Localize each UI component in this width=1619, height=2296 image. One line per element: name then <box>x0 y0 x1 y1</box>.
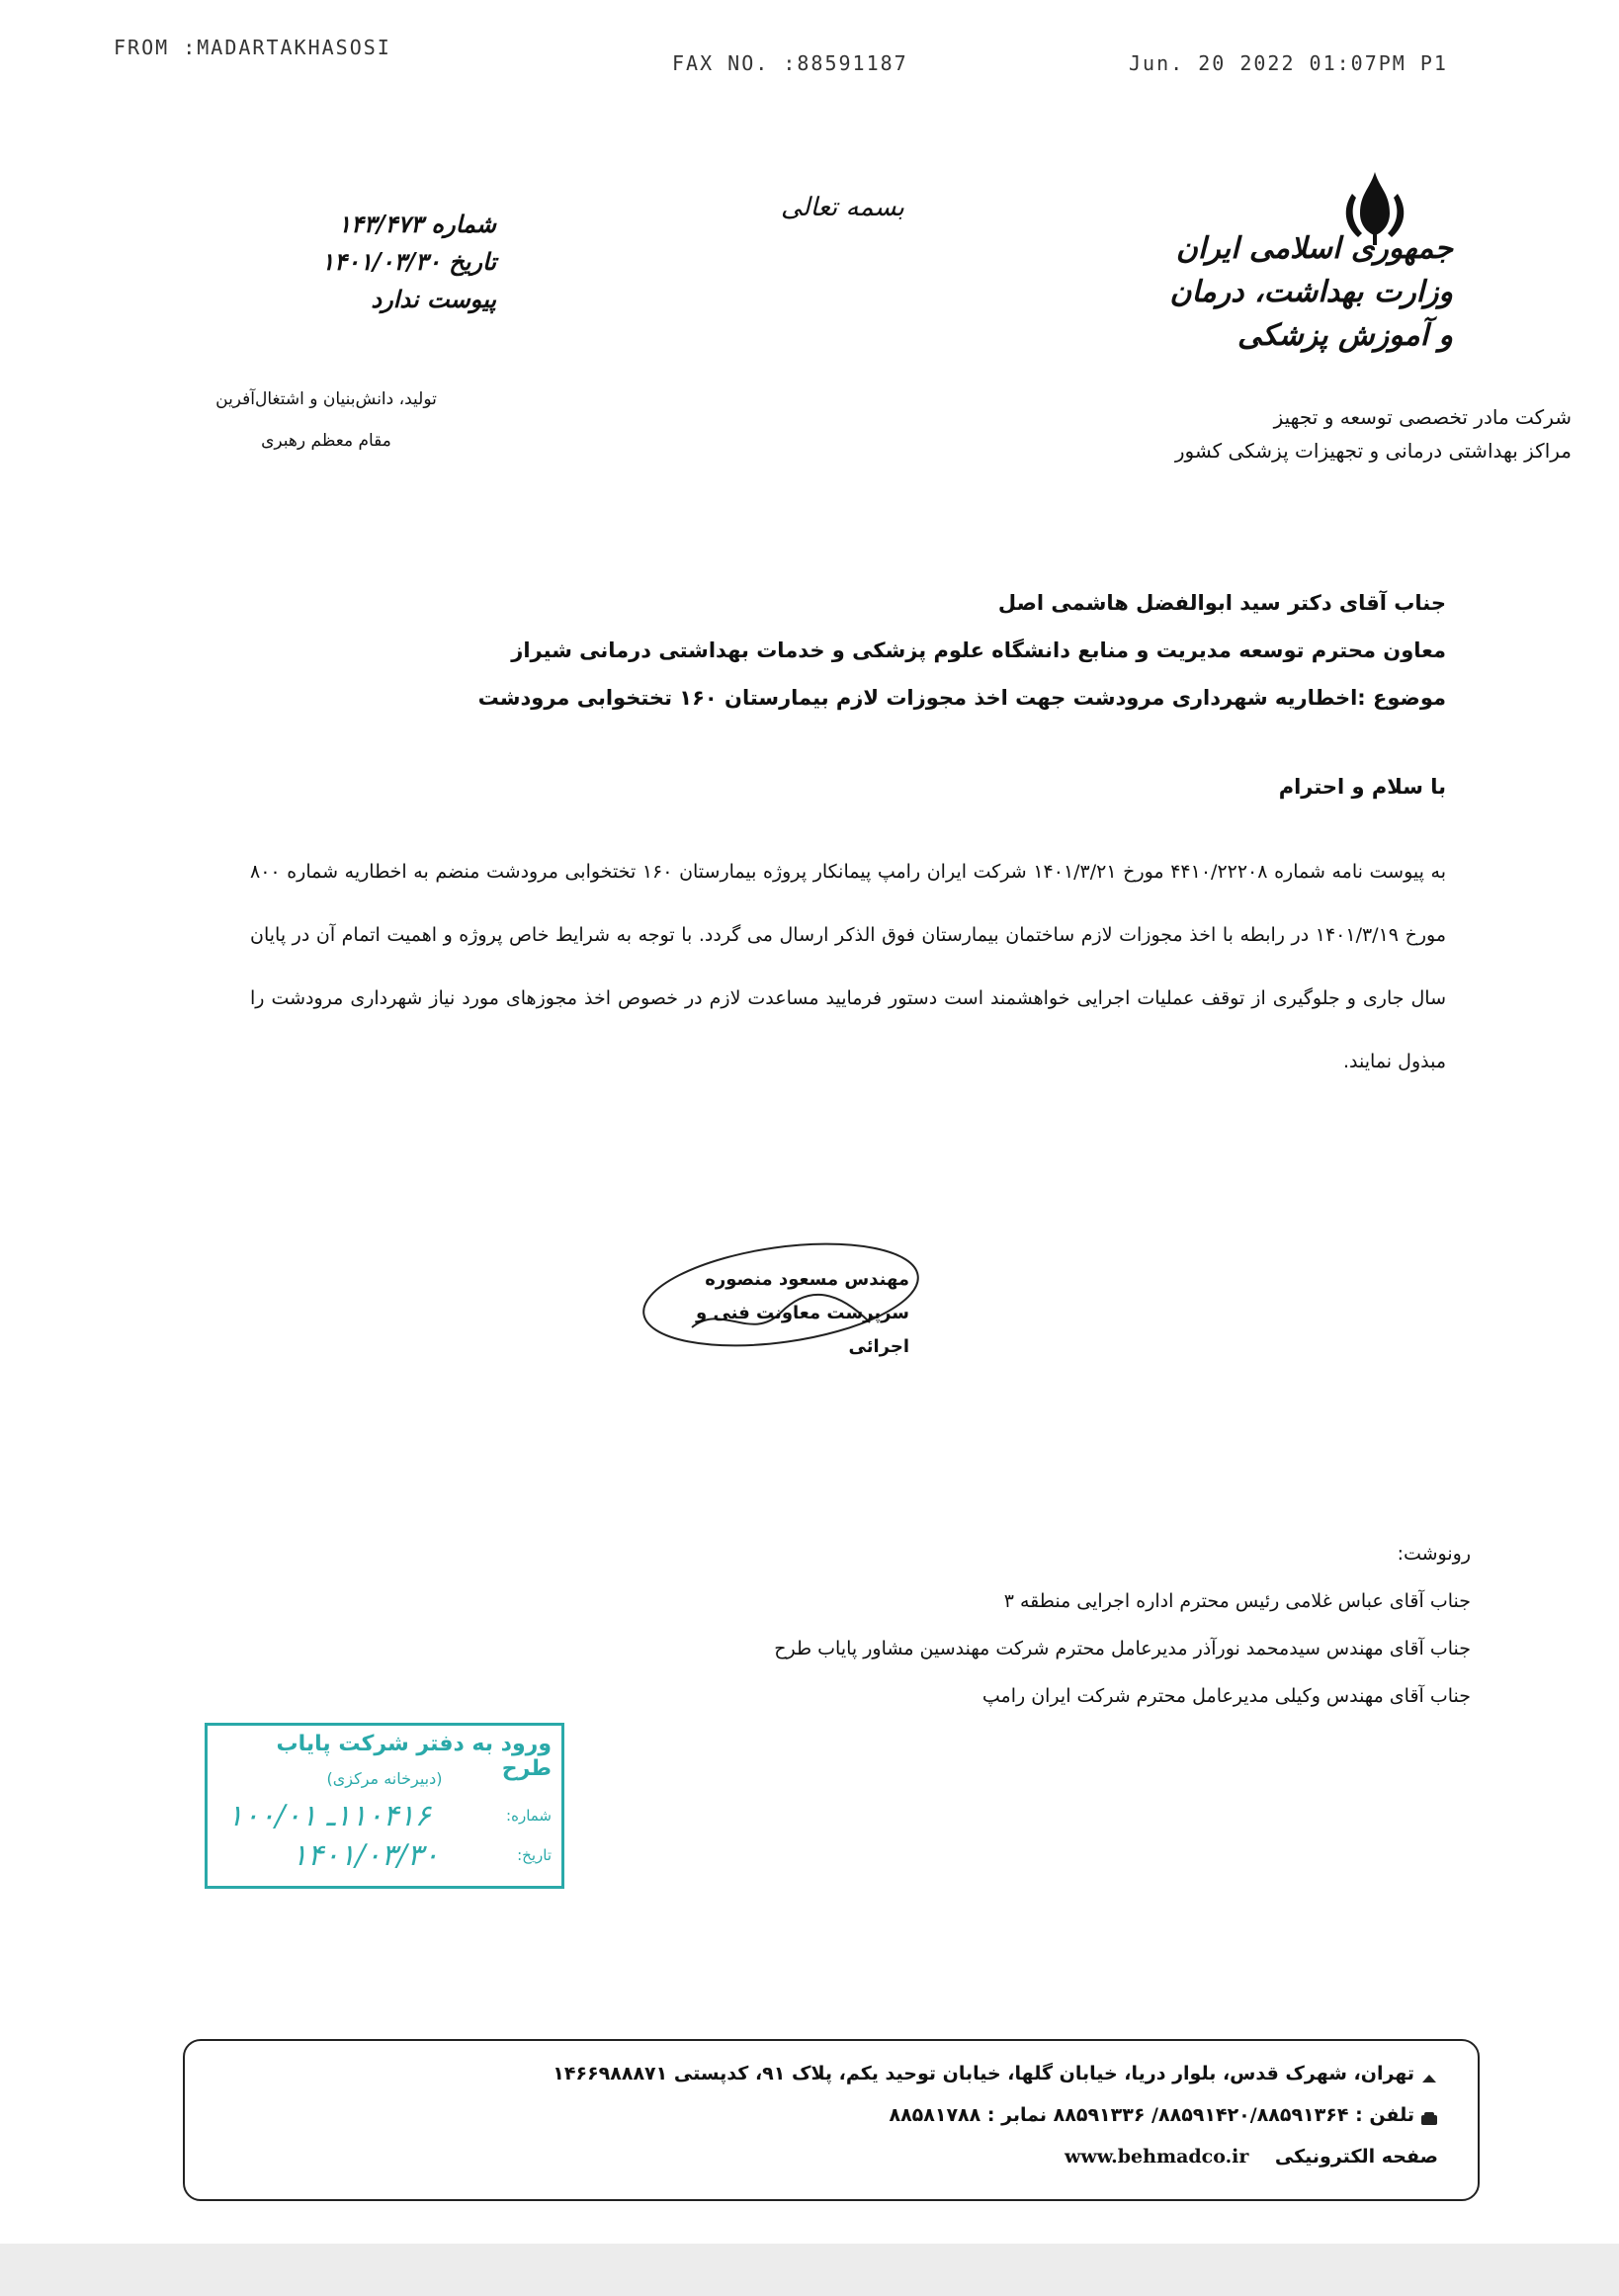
signer-name: مهندس مسعود منصوره <box>705 1269 909 1290</box>
fax-number: FAX NO. :88591187 <box>672 51 908 75</box>
fax-date: Jun. 20 2022 01:07PM P1 <box>1129 51 1448 75</box>
slogan-line-2: مقام معظم رهبری <box>261 431 391 451</box>
recipient-name: جناب آقای دکتر سید ابوالفضل هاشمی اصل <box>997 591 1446 615</box>
footer-web-label: صفحه الکترونیکی <box>1274 2146 1438 2168</box>
phone-icon <box>1420 2109 1438 2123</box>
signer-title: سرپرست معاونت فنی و اجرائی <box>695 1303 909 1357</box>
signature-text <box>652 1263 909 1364</box>
company-name <box>1067 400 1572 468</box>
salutation: با سلام و احترام <box>1278 775 1446 799</box>
footer-web-row <box>1065 2146 1438 2168</box>
stamp-number-value: ۱۱۰۴۱۶ـ ۱۰۰/۰۱ <box>227 1799 431 1833</box>
footer-phone-row <box>889 2104 1438 2126</box>
fax-from: FROM :MADARTAKHASOSI <box>114 36 391 59</box>
company-line-2: مراکز بهداشتی درمانی و تجهیزات پزشکی کشور <box>1174 439 1572 463</box>
recipient-block <box>161 579 1446 722</box>
footer-web-url[interactable]: www.behmadco.ir <box>1065 2146 1249 2168</box>
location-icon <box>1420 2068 1438 2082</box>
letter-meta <box>229 206 496 318</box>
footer-address: تهران، شهرک قدس، بلوار دریا، خیابان گلها، خیابان توحید یکم، پلاک ۹۱، کدپستی ۱۴۶۶۹۸۸۸۷۱ <box>553 2063 1414 2084</box>
ministry-calligraphy <box>1166 227 1453 358</box>
stamp-number-label: شماره: <box>506 1807 552 1825</box>
stamp-date-value: ۱۴۰۱/۰۳/۳۰ <box>292 1838 440 1873</box>
company-line-1: شرکت مادر تخصصی توسعه و تجهیز <box>1273 405 1572 429</box>
cc-item: جناب آقای عباس غلامی رئیس محترم اداره اجرایی منطقه ۳ <box>1003 1590 1471 1612</box>
receipt-stamp <box>205 1723 564 1889</box>
stamp-subtitle: (دبیرخانه مرکزی) <box>326 1769 443 1788</box>
letter-number: شماره ۱۴۳/۴۷۳ <box>338 210 496 238</box>
letter-date: تاریخ ۱۴۰۱/۰۳/۳۰ <box>321 247 496 276</box>
ministry-line-1: جمهوری اسلامی ایران <box>1175 231 1453 266</box>
slogan <box>193 379 460 462</box>
footer-address-row <box>553 2063 1438 2084</box>
letter-subject: موضوع :اخطاریه شهرداری مرودشت جهت اخذ مجوزات لازم بیمارستان ۱۶۰ تختخوابی مرودشت <box>477 686 1446 710</box>
letter-body: به پیوست نامه شماره ۴۴۱۰/۲۲۲۰۸ مورخ ۱۴۰۱/۳/۲۱ شرکت ایران رامپ پیمانکار پروژه بیمارستان ۱۶۰ تختخوابی مرودشت منضم به اخطاریه شماره ۸۰۰ مورخ ۱۴۰۱/۳/۱۹ در رابطه با اخذ مجوزات لازم ساختمان بیمارستان فوق الذکر ارسال می گردد. با توجه به شرایط خاص پروژه و اهمیت اتمام آن در پایان سال جاری و جلوگیری از توقف عملیات اجرایی خواهشمند است دستور فرمایید مساعدت لازم در خصوص اخذ مجوزهای مورد نیاز شهرداری مرودشت را مبذول نمایند. <box>250 861 1447 1072</box>
footer-contact-box <box>183 2039 1480 2201</box>
stamp-title: ورود به دفتر شرکت پایاب طرح <box>276 1732 552 1781</box>
scan-bottom-edge <box>0 2244 1619 2296</box>
cc-item: جناب آقای مهندس وکیلی مدیرعامل محترم شرکت ایران رامپ <box>981 1685 1471 1707</box>
ministry-line-2: وزارت بهداشت، درمان و آموزش پزشکی <box>1169 275 1453 353</box>
letter-attachment: پیوست ندارد <box>371 285 496 313</box>
cc-list <box>581 1530 1471 1720</box>
recipient-title: معاون محترم توسعه مدیریت و منابع دانشگاه علوم پزشکی و خدمات بهداشتی درمانی شیراز <box>511 638 1446 662</box>
cc-label: رونوشت: <box>1397 1543 1471 1565</box>
bismillah: بسمه تعالی <box>781 193 904 222</box>
signature-stamp <box>633 1233 929 1362</box>
slogan-line-1: تولید، دانش‌بنیان و اشتغال‌آفرین <box>215 389 437 409</box>
cc-item: جناب آقای مهندس سیدمحمد نورآذر مدیرعامل محترم شرکت مهندسین مشاور پایاب طرح <box>774 1638 1471 1659</box>
stamp-date-label: تاریخ: <box>517 1846 552 1864</box>
footer-phone: تلفن : ۸۸۵۹۱۴۲۰/۸۸۵۹۱۳۶۴/ ۸۸۵۹۱۳۳۶ نمابر : ۸۸۵۸۱۷۸۸ <box>889 2104 1414 2126</box>
